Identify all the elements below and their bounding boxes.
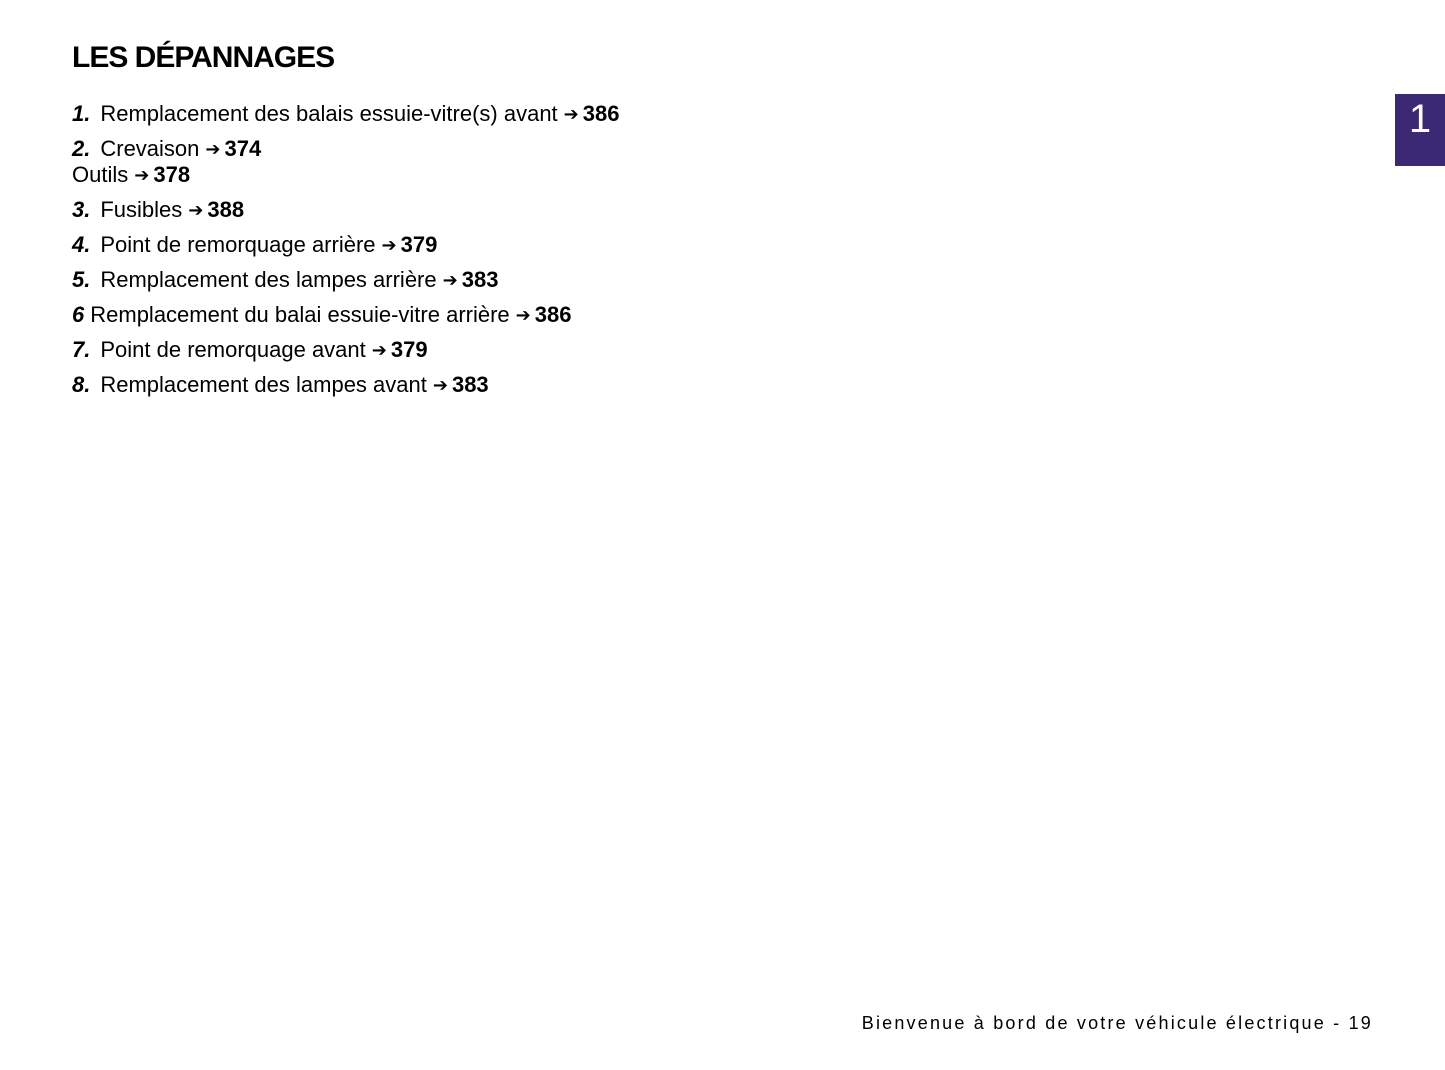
list-item-wiper-rear[interactable] [72,301,571,329]
item-number: 6 [72,302,85,327]
arrow-right-icon: ➔ [381,235,397,255]
item-label: Point de remorquage arrière [100,232,376,257]
item-number: 8. [72,372,91,397]
arrow-right-icon: ➔ [134,165,150,185]
page-reference[interactable]: 374 [224,136,262,161]
page-reference[interactable]: 378 [153,162,191,187]
page-reference[interactable]: 386 [582,101,620,126]
arrow-right-icon: ➔ [432,375,448,395]
list-item-flat-tyre[interactable] [72,135,261,163]
item-label: Remplacement du balai essuie-vitre arrière [90,302,510,327]
list-item-front-towing-point[interactable] [72,336,428,364]
list-item-rear-lamps[interactable] [72,266,498,294]
item-label: Fusibles [100,197,183,222]
arrow-right-icon: ➔ [188,200,204,220]
arrow-right-icon: ➔ [205,139,221,159]
arrow-right-icon: ➔ [442,270,458,290]
item-number: 3. [72,197,91,222]
item-label: Remplacement des balais essuie-vitre(s) avant [100,101,558,126]
item-number: 4. [72,232,91,257]
list-item-front-lamps[interactable] [72,371,489,399]
item-label: Outils [72,162,129,187]
arrow-right-icon: ➔ [563,104,579,124]
item-label: Remplacement des lampes avant [100,372,427,397]
item-label: Crevaison [100,136,200,161]
arrow-right-icon: ➔ [515,305,531,325]
list-item-wiper-front[interactable] [72,100,619,128]
item-number: 1. [72,101,91,126]
item-number: 5. [72,267,91,292]
page-reference[interactable]: 379 [400,232,438,257]
list-item-fuses[interactable] [72,196,244,224]
page-reference[interactable]: 388 [207,197,245,222]
item-label: Remplacement des lampes arrière [100,267,437,292]
page-reference[interactable]: 379 [390,337,428,362]
page-reference[interactable]: 383 [461,267,499,292]
page-reference[interactable]: 386 [534,302,572,327]
item-number: 7. [72,337,91,362]
arrow-right-icon: ➔ [371,340,387,360]
page-title: LES DÉPANNAGES [72,41,335,74]
chapter-tab: 1 [1395,94,1445,166]
list-item-rear-towing-point[interactable] [72,231,437,259]
item-number: 2. [72,136,91,161]
page-footer: Bienvenue à bord de votre véhicule électrique - 19 [861,1013,1373,1033]
list-item-tools[interactable] [72,161,190,189]
item-label: Point de remorquage avant [100,337,366,362]
page-reference[interactable]: 383 [451,372,489,397]
